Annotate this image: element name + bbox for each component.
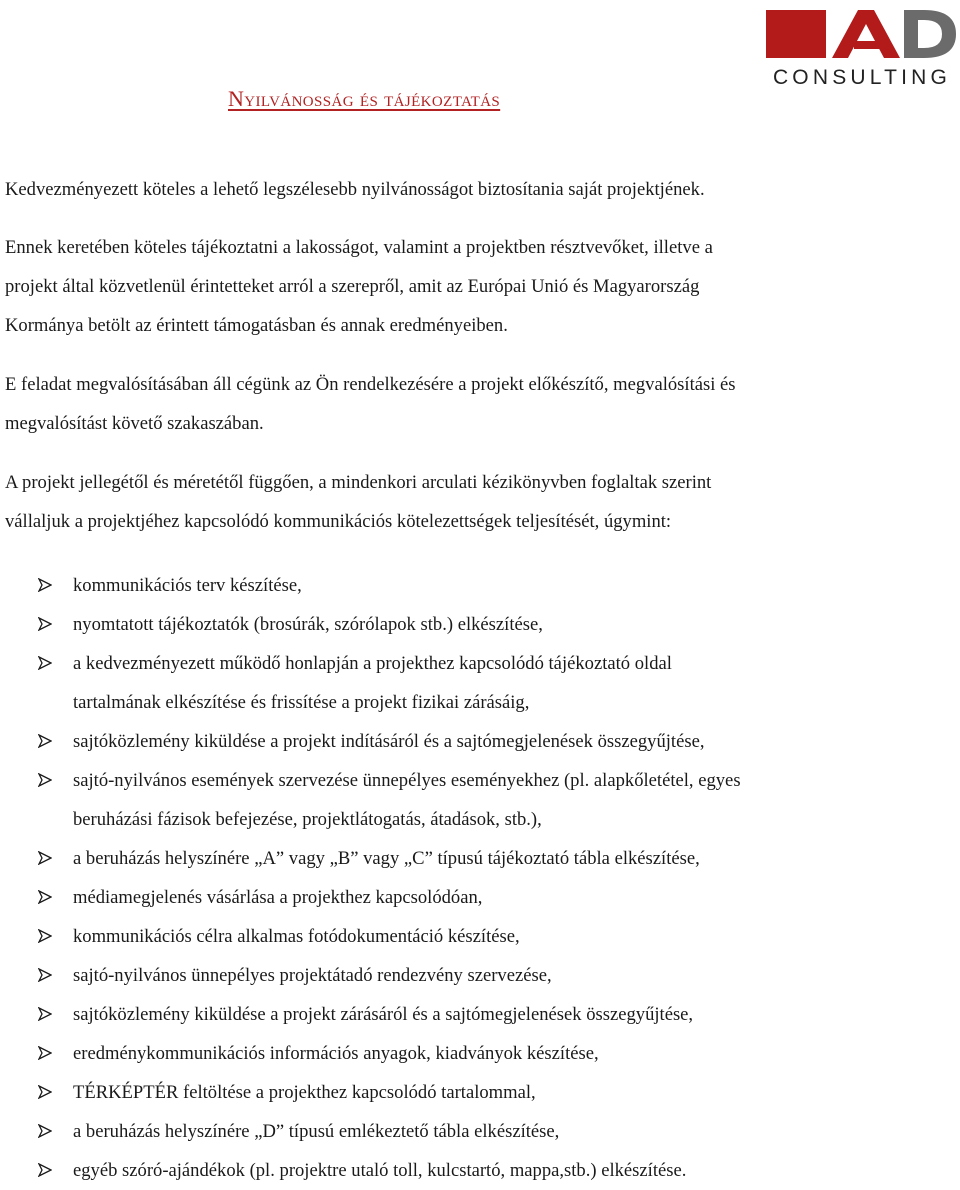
arrowhead-bullet-icon xyxy=(38,1007,52,1021)
arrowhead-bullet-icon xyxy=(38,578,52,592)
list-item-line: médiamegjelenés vásárlása a projekthez kapcsolódóan, xyxy=(73,887,483,908)
paragraph xyxy=(5,365,885,443)
paragraph-line: A projekt jellegétől és méretétől függően, a mindenkori arculati kézikönyvben foglaltak szerint xyxy=(5,472,712,493)
list-item xyxy=(0,1073,741,1112)
list-item-line: sajtóközlemény kiküldése a projekt zárásáról és a sajtómegjelenések összegyűjtése, xyxy=(73,1004,694,1025)
arrowhead-bullet-icon xyxy=(38,929,52,943)
paragraph-line: megvalósítást követő szakaszában. xyxy=(5,413,264,434)
list-item-line: kommunikációs terv készítése, xyxy=(73,575,302,596)
page-title: Nyilvánosság és tájékoztatás xyxy=(228,86,501,111)
paragraph-line: E feladat megvalósításában áll cégünk az Ön rendelkezésére a projekt előkészítő, megvalósítási és xyxy=(5,374,736,395)
paragraph-line: Ennek keretében köteles tájékoztatni a lakosságot, valamint a projektben résztvevőket, illetve a xyxy=(5,237,713,258)
paragraph xyxy=(5,463,885,541)
arrowhead-bullet-icon xyxy=(38,1163,52,1177)
list-item-line: TÉRKÉPTÉR feltöltése a projekthez kapcsolódó tartalommal, xyxy=(73,1082,536,1103)
paragraph-line: vállaljuk a projektjéhez kapcsolódó kommunikációs kötelezettségek teljesítését, úgymint: xyxy=(5,511,672,532)
list-item xyxy=(0,1112,741,1151)
list-item-line: sajtóközlemény kiküldése a projekt indításáról és a sajtómegjelenések összegyűjtése, xyxy=(73,731,705,752)
list-item xyxy=(0,644,741,722)
arrowhead-bullet-icon xyxy=(38,1085,52,1099)
arrowhead-bullet-icon xyxy=(38,734,52,748)
company-logo xyxy=(766,8,958,90)
arrowhead-bullet-icon xyxy=(38,890,52,904)
list-item-line: nyomtatott tájékoztatók (brosúrák, szórólapok stb.) elkészítése, xyxy=(73,614,543,635)
list-item xyxy=(0,995,741,1034)
list-item xyxy=(0,722,741,761)
list-item-line: egyéb szóró-ajándékok (pl. projektre utaló toll, kulcstartó, mappa,stb.) elkészítése. xyxy=(73,1160,687,1181)
list-item-line: sajtó-nyilvános ünnepélyes projektátadó rendezvény szervezése, xyxy=(73,965,552,986)
list-item-line: eredménykommunikációs információs anyagok, kiadványok készítése, xyxy=(73,1043,599,1064)
list-item xyxy=(0,878,741,917)
arrowhead-bullet-icon xyxy=(38,773,52,787)
list-item xyxy=(0,605,741,644)
arrowhead-bullet-icon xyxy=(38,656,52,670)
obligations-list xyxy=(0,566,741,1190)
arrowhead-bullet-icon xyxy=(38,1046,52,1060)
paragraph-line: projekt által közvetlenül érintetteket arról a szerepről, amit az Európai Unió és Magyarország xyxy=(5,276,700,297)
list-item-line: a kedvezményezett működő honlapján a projekthez kapcsolódó tájékoztató oldal xyxy=(73,653,672,674)
arrowhead-bullet-icon xyxy=(38,851,52,865)
arrowhead-bullet-icon xyxy=(38,968,52,982)
list-item-line: tartalmának elkészítése és frissítése a projekt fizikai zárásáig, xyxy=(73,692,530,713)
list-item xyxy=(0,1034,741,1073)
paragraph xyxy=(5,228,885,345)
arrowhead-bullet-icon xyxy=(38,617,52,631)
paragraph-line: Kedvezményezett köteles a lehető legszélesebb nyilvánosságot biztosítania saját projektjének. xyxy=(5,179,705,200)
list-item-line: sajtó-nyilvános események szervezése ünnepélyes eseményekhez (pl. alapkőletétel, egyes xyxy=(73,770,741,791)
list-item xyxy=(0,956,741,995)
logo-wordmark: CONSULTING xyxy=(772,66,952,89)
list-item xyxy=(0,761,741,839)
list-item-line: beruházási fázisok befejezése, projektlátogatás, átadások, stb.), xyxy=(73,809,542,830)
list-item xyxy=(0,566,741,605)
list-item-line: a beruházás helyszínére „D” típusú emlékeztető tábla elkészítése, xyxy=(73,1121,560,1142)
ad-logo-mark-icon xyxy=(766,8,958,66)
paragraph-line: Kormánya betölt az érintett támogatásban és annak eredményeiben. xyxy=(5,315,508,336)
arrowhead-bullet-icon xyxy=(38,1124,52,1138)
list-item xyxy=(0,917,741,956)
list-item-line: kommunikációs célra alkalmas fotódokumentáció készítése, xyxy=(73,926,520,947)
paragraph xyxy=(5,170,885,209)
list-item xyxy=(0,839,741,878)
list-item xyxy=(0,1151,741,1190)
list-item-line: a beruházás helyszínére „A” vagy „B” vagy „C” típusú tájékoztató tábla elkészítése, xyxy=(73,848,700,869)
